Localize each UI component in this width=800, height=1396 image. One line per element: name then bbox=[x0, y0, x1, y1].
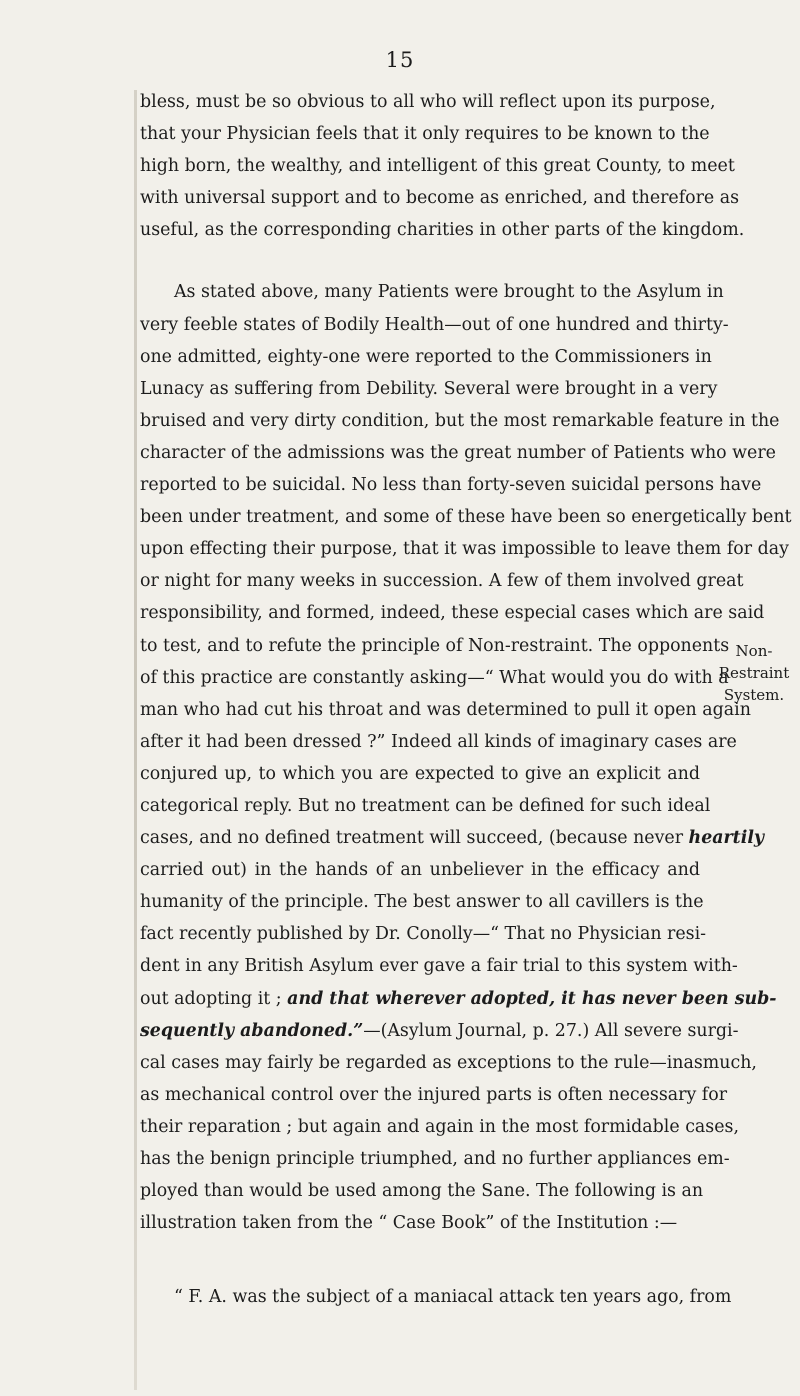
text-line: that your Physician feels that it only requires to be known to the bbox=[140, 124, 710, 145]
text-line: high born, the wealthy, and intelligent of this great County, to meet bbox=[140, 156, 735, 177]
paragraph-gap bbox=[140, 1239, 700, 1281]
text-line: reported to be suicidal. No less than forty-seven suicidal persons have bbox=[140, 475, 762, 496]
margin-note-line: Restraint bbox=[718, 664, 790, 682]
text-line: bruised and very dirty condition, but the most remarkable feature in the bbox=[140, 410, 780, 431]
text-segment: out adopting it ; bbox=[140, 988, 288, 1009]
text-line: “ F. A. was the subject of a maniacal attack ten years ago, from bbox=[174, 1287, 732, 1308]
paragraph-gap bbox=[140, 246, 700, 276]
page-gutter-shadow bbox=[134, 90, 137, 1390]
emphasis-heartily: heartily bbox=[688, 828, 765, 849]
text-line: bless, must be so obvious to all who will reflect upon its purpose, bbox=[140, 92, 716, 112]
margin-note bbox=[712, 640, 796, 706]
text-line: has the benign principle triumphed, and no further appliances em- bbox=[140, 1149, 730, 1169]
text-line-with-emphasis bbox=[140, 1015, 739, 1047]
text-line: As stated above, many Patients were brought to the Asylum in bbox=[174, 282, 724, 303]
margin-note-line: Non- bbox=[735, 642, 773, 660]
text-line: been under treatment, and some of these have been so energetically bent bbox=[140, 507, 792, 528]
text-line: dent in any British Asylum ever gave a fair trial to this system with- bbox=[140, 956, 738, 977]
text-line-with-emphasis bbox=[140, 822, 765, 854]
text-line: to test, and to refute the principle of Non-restraint. The opponents bbox=[140, 635, 730, 656]
text-line: character of the admissions was the great number of Patients who were bbox=[140, 442, 776, 463]
text-line: fact recently published by Dr. Conolly—“ That no Physician resi- bbox=[140, 924, 707, 945]
text-line-with-emphasis bbox=[140, 983, 777, 1015]
text-line: after it had been dressed ?” Indeed all kinds of imaginary cases are bbox=[140, 731, 737, 752]
text-line: humanity of the principle. The best answer to all cavillers is the bbox=[140, 892, 704, 913]
text-line: illustration taken from the “ Case Book” of the Institution :— bbox=[140, 1213, 678, 1234]
text-line: or night for many weeks in succession. A few of them involved great bbox=[140, 571, 744, 592]
text-line: of this practice are constantly asking—“ What would you do with a bbox=[140, 667, 729, 688]
text-segment: cases, and no defined treatment will succeed, (because never bbox=[140, 828, 689, 849]
page-number: 15 bbox=[385, 48, 415, 72]
text-line: categorical reply. But no treatment can be defined for such ideal bbox=[140, 795, 711, 816]
text-line: responsibility, and formed, indeed, these especial cases which are said bbox=[140, 603, 765, 624]
text-line: their reparation ; but again and again in the most formidable cases, bbox=[140, 1116, 739, 1137]
text-line: man who had cut his throat and was determined to pull it open again bbox=[140, 699, 751, 720]
text-line: conjured up, to which you are expected to give an explicit and bbox=[140, 763, 700, 784]
text-line: very feeble states of Bodily Health—out of one hundred and thirty- bbox=[140, 314, 729, 335]
text-line: cal cases may fairly be regarded as exceptions to the rule—inasmuch, bbox=[140, 1052, 757, 1073]
text-line: one admitted, eighty-one were reported to the Commissioners in bbox=[140, 346, 712, 367]
emphasis-adopted-1: and that wherever adopted, it has never been sub- bbox=[287, 988, 777, 1009]
text-line: as mechanical control over the injured parts is often necessary for bbox=[140, 1084, 728, 1105]
body-text bbox=[140, 86, 792, 1313]
text-segment: —(Asylum Journal, p. 27.) All severe surgi- bbox=[363, 1020, 739, 1041]
text-line: carried out) in the hands of an unbeliever in the efficacy and bbox=[140, 860, 700, 881]
text-line: ployed than would be used among the Sane. The following is an bbox=[140, 1181, 704, 1202]
text-line: Lunacy as suffering from Debility. Several were brought in a very bbox=[140, 378, 718, 399]
emphasis-adopted-2: sequently abandoned.” bbox=[140, 1020, 364, 1041]
text-line: upon effecting their purpose, that it was impossible to leave them for day bbox=[140, 539, 789, 560]
text-line: with universal support and to become as enriched, and therefore as bbox=[140, 188, 740, 209]
text-line: useful, as the corresponding charities in other parts of the kingdom. bbox=[140, 220, 745, 241]
margin-note-line: System. bbox=[723, 686, 785, 704]
